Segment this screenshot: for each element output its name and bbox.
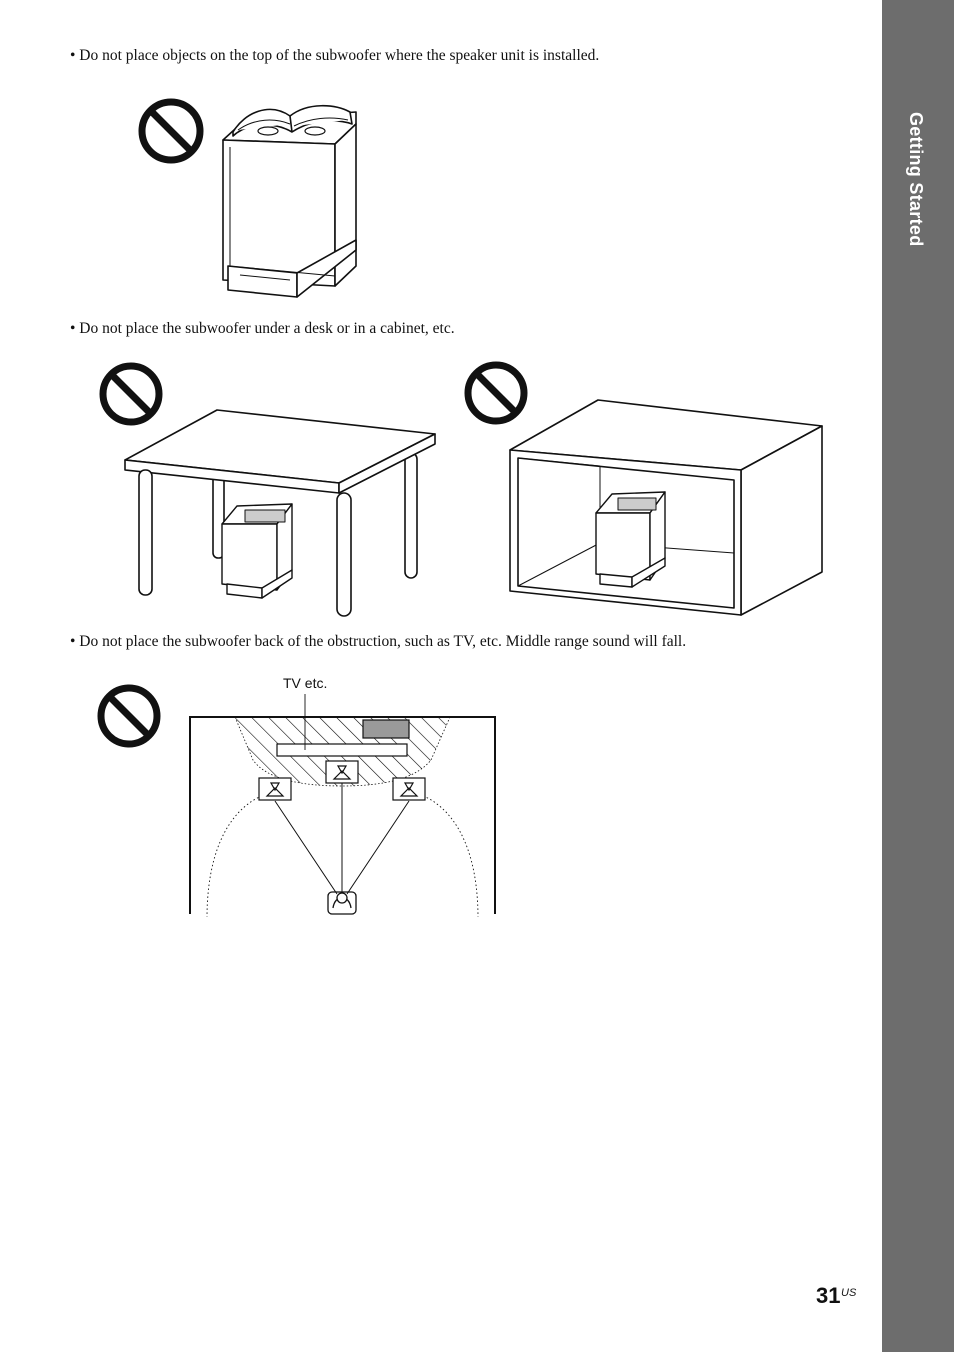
side-tab-label: Getting Started xyxy=(906,112,926,247)
page-number-suffix: US xyxy=(841,1287,857,1299)
subwoofer-block xyxy=(363,720,409,738)
speaker-icon xyxy=(326,761,358,783)
prohibition-icon xyxy=(101,688,157,744)
speaker-icon xyxy=(393,778,425,800)
prohibition-icon xyxy=(103,366,159,422)
page-number: 31 xyxy=(816,1283,841,1308)
tv-label: TV etc. xyxy=(283,675,328,691)
prohibition-icon xyxy=(142,102,200,160)
bullet-text-2: • Do not place the subwoofer under a desk or in a cabinet, etc. xyxy=(70,320,455,337)
prohibition-icon xyxy=(468,365,524,421)
subwoofer-icon xyxy=(596,492,665,587)
figure-room-layout xyxy=(95,680,500,918)
figure-subwoofer-book xyxy=(130,90,370,305)
tv-shape xyxy=(277,744,407,756)
bullet-text-1: • Do not place objects on the top of the subwoofer where the speaker unit is installed. xyxy=(70,47,600,64)
figure-subwoofer-in-cabinet xyxy=(460,358,830,620)
bullet-text-3: • Do not place the subwoofer back of the obstruction, such as TV, etc. Middle range sound will fall. xyxy=(70,633,687,650)
cabinet-icon xyxy=(510,400,822,615)
figure-subwoofer-under-desk xyxy=(95,358,445,623)
subwoofer-icon xyxy=(222,504,292,598)
subwoofer-icon xyxy=(223,112,356,297)
speaker-icon xyxy=(259,778,291,800)
listener-icon xyxy=(328,892,356,914)
